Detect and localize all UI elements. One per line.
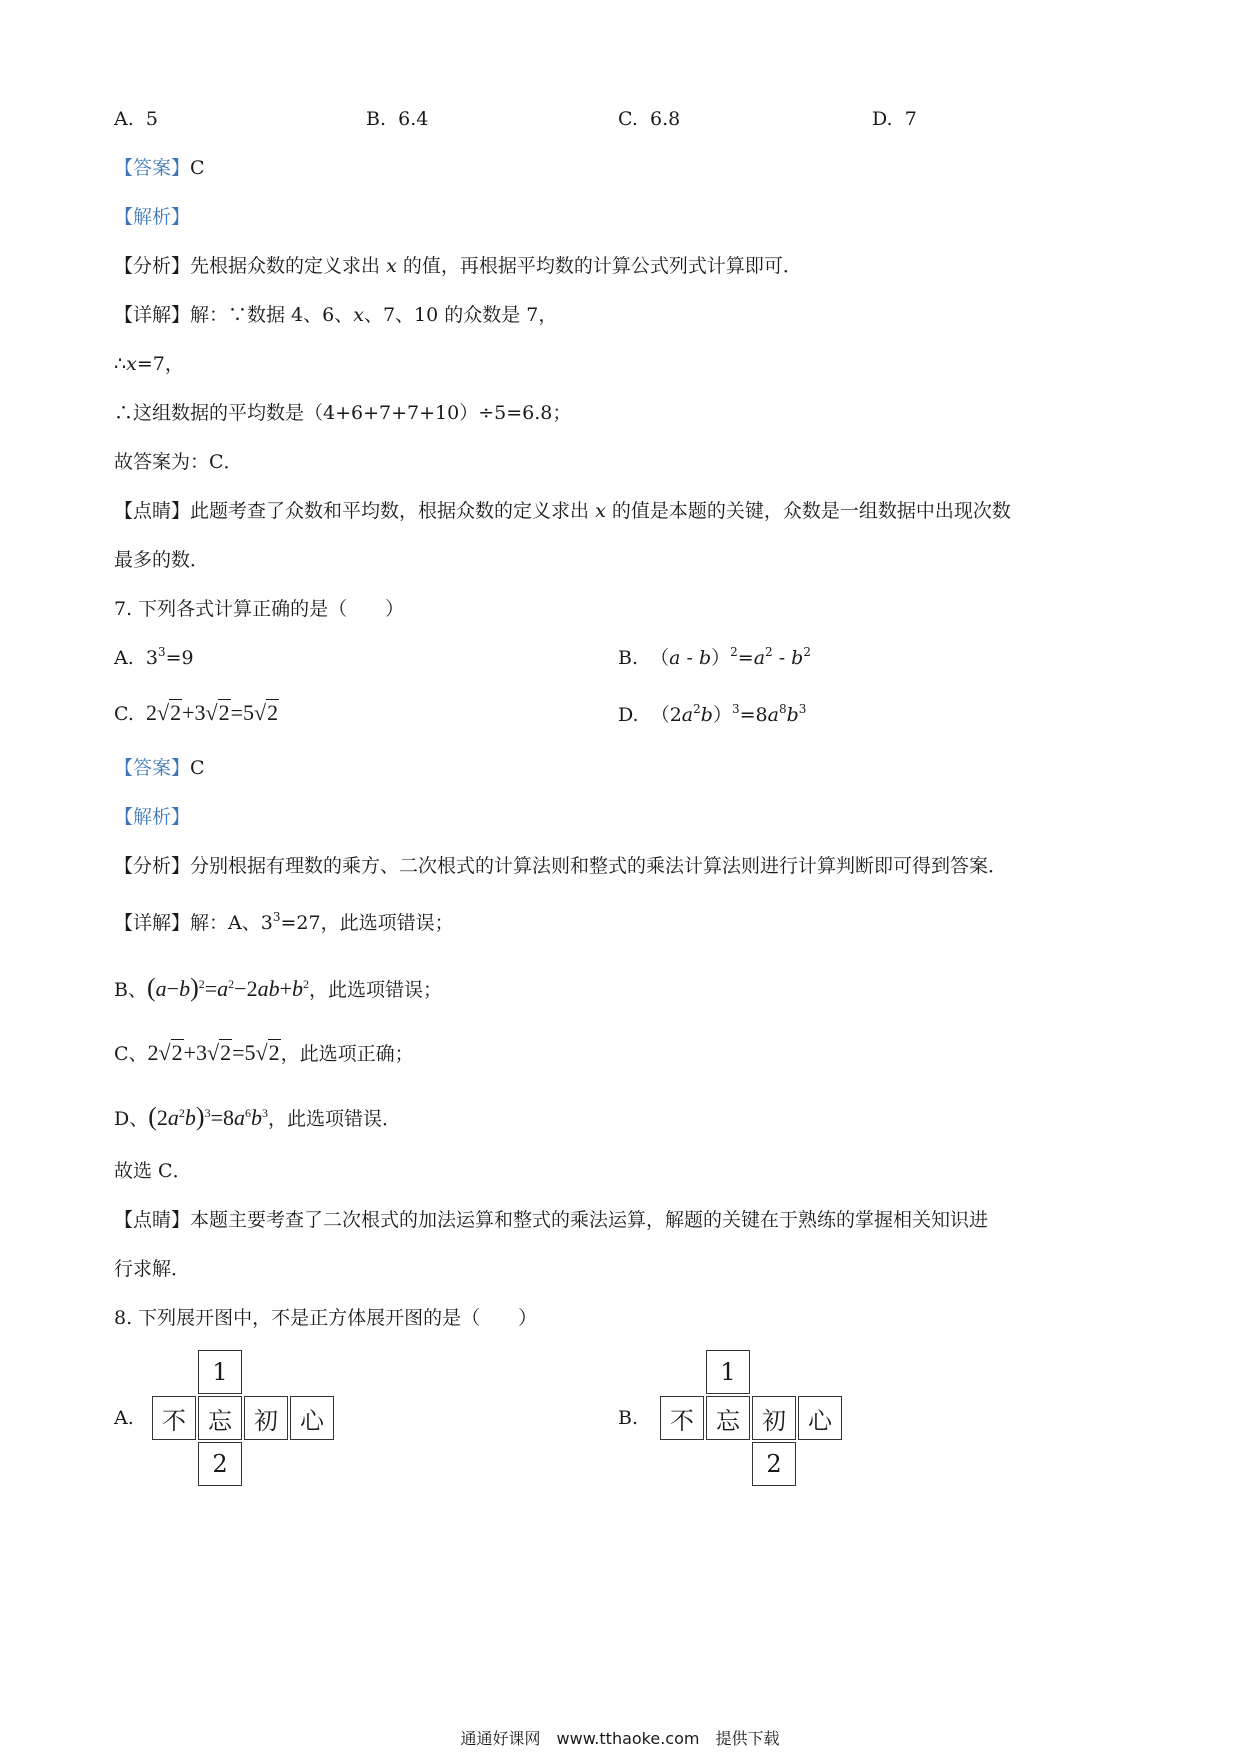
net-cell: 不 xyxy=(152,1396,196,1440)
q8-stem: 8. 下列展开图中，不是正方体展开图的是（ ） xyxy=(114,1307,538,1329)
q6-option-d: D. 7 xyxy=(872,108,917,130)
q7-analysis-tag: 【解析】 xyxy=(114,806,191,828)
net-cell: 初 xyxy=(752,1396,796,1440)
q7-dianjing-cont: 行求解． xyxy=(114,1258,191,1280)
q8-option-b-label: B. xyxy=(618,1407,639,1429)
q7-stem: 7. 下列各式计算正确的是（ ） xyxy=(114,598,405,620)
q6-option-b: B. 6.4 xyxy=(366,108,429,130)
q6-step2: ∴这组数据的平均数是（4+6+7+7+10）÷5=6.8； xyxy=(114,402,572,424)
q7-line-b: B、$(a-b)^2=a^2-2ab+b^2$，此选项错误； xyxy=(114,973,443,1002)
q7-dianjing: 【点睛】本题主要考查了二次根式的加法运算和整式的乘法运算，解题的关键在于熟练的掌握相关知识进 xyxy=(114,1209,989,1231)
q8-option-a-label: A. xyxy=(114,1407,134,1429)
net-cell-top: 1 xyxy=(198,1350,242,1394)
net-cell: 心 xyxy=(290,1396,334,1440)
q6-step3: 故答案为：C． xyxy=(114,451,243,473)
q6-answer: 【答案】C xyxy=(114,157,205,179)
page-footer: 通通好课网 www.tthaoke.com 提供下载 xyxy=(460,1729,780,1748)
net-cell-top: 1 xyxy=(706,1350,750,1394)
net-cell: 忘 xyxy=(706,1396,750,1440)
q6-step1: ∴x=7， xyxy=(114,353,184,375)
q7-line-c: C、2√2+3√2=5√2，此选项正确； xyxy=(114,1040,414,1065)
q6-analysis-tag: 【解析】 xyxy=(114,206,191,228)
net-cell: 心 xyxy=(798,1396,842,1440)
net-cell: 初 xyxy=(244,1396,288,1440)
q6-option-c: C. 6.8 xyxy=(618,108,681,130)
net-cell: 不 xyxy=(660,1396,704,1440)
q7-fenxi: 【分析】分别根据有理数的乘方、二次根式的计算法则和整式的乘法计算法则进行计算判断即可得到答案． xyxy=(114,855,1008,877)
q7-conclusion: 故选 C． xyxy=(114,1160,192,1182)
q7-answer: 【答案】C xyxy=(114,757,205,779)
answer-tag: 【答案】 xyxy=(114,157,191,179)
q6-dianjing: 【点睛】此题考查了众数和平均数，根据众数的定义求出 x 的值是本题的关键，众数是一组数据中出现次数 xyxy=(114,500,1011,522)
q7-option-b: B. $(a - b)^2=a^2 - b^2$ xyxy=(618,645,811,669)
net-cell: 忘 xyxy=(198,1396,242,1440)
q6-option-a: A. 5 xyxy=(114,108,158,130)
q7-option-a: A. $3^3=9$ xyxy=(114,645,194,669)
net-cell-bottom: 2 xyxy=(198,1442,242,1486)
q6-fenxi: 【分析】先根据众数的定义求出 x 的值，再根据平均数的计算公式列式计算即可． xyxy=(114,255,802,277)
q7-option-d: D. $(2a^2b)^3=8a^8b^3$ xyxy=(618,702,807,726)
q7-option-c: C. 2√2+3√2=5√2 xyxy=(114,700,279,725)
q6-dianjing-cont: 最多的数． xyxy=(114,549,210,571)
q6-xiangjie: 【详解】解：∵数据 4、6、x、7、10 的众数是 7， xyxy=(114,304,558,326)
q7-line-d: D、$(2a^2b)^3=8a^6b^3$，此选项错误． xyxy=(114,1102,402,1131)
net-cell-bottom: 2 xyxy=(752,1442,796,1486)
q7-xiangjie: 【详解】解：A、$3^3=27$，此选项错误； xyxy=(114,910,454,934)
